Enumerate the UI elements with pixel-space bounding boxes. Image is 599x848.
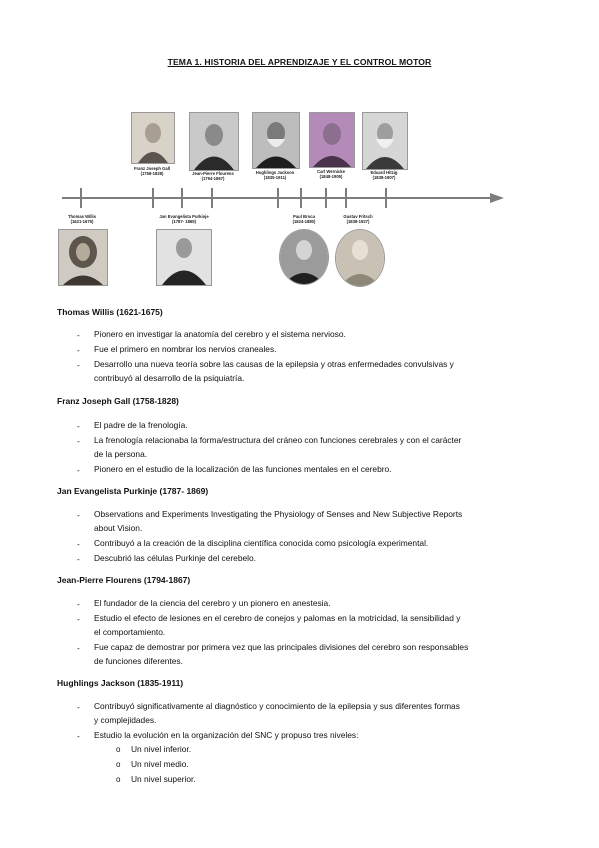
label-broca: Paul Broca (1824-1880) <box>292 214 316 225</box>
portrait-purkinje-image <box>157 230 211 285</box>
portrait-wernicke <box>309 112 355 168</box>
bullet-dash: - <box>77 554 80 564</box>
bullet-text: Pionero en el estudio de la localización de las funciones mentales en el cerebro. <box>94 464 392 474</box>
timeline-tick <box>211 188 213 208</box>
label-flourens: Jean-Pierre Flourens (1794-1867) <box>192 171 234 182</box>
label-wernicke: Carl Wernicke (1848-1905) <box>317 169 345 180</box>
portrait-hitzig <box>362 112 408 170</box>
portrait-wernicke-image <box>310 113 354 167</box>
page-title: TEMA 1. HISTORIA DEL APRENDIZAJE Y EL CONTROL MOTOR <box>167 57 432 67</box>
bullet-text: Descubrió las células Purkinje del cerebelo. <box>94 553 256 563</box>
label-gall: Franz Joseph Gall (1758-1828) <box>133 166 171 177</box>
label-jackson: Hughlings Jackson (1835-1911) <box>255 170 295 181</box>
bullet-text: Contribuyó significativamente al diagnóstico y conocimiento de la epilepsia y sus diferentes formas y complejidades. <box>94 701 460 726</box>
portrait-hitzig-image <box>363 113 407 169</box>
bullet-text: Pionero en investigar la anatomía del cerebro y el sistema nervioso. <box>94 329 346 339</box>
label-purkinje: Jan Evangelista Purkinje (1787- 1869) <box>159 214 209 225</box>
portrait-broca <box>279 229 329 285</box>
bullet-text: Fue el primero en nombrar los nervios craneales. <box>94 344 277 354</box>
label-willis: Thomas Willis (1621-1675) <box>67 214 97 225</box>
sub-bullet-text: Un nivel inferior. <box>131 744 192 754</box>
portrait-gall <box>131 112 175 164</box>
timeline-tick <box>300 188 302 208</box>
timeline-tick <box>345 188 347 208</box>
bullet-text: Observations and Experiments Investigating the Physiology of Senses and New Subjective Reports about Vision. <box>94 509 463 534</box>
timeline-axis <box>62 197 498 199</box>
bullet-text: La frenología relacionaba la forma/estructura del cráneo con funciones cerebrales y con el carácter de la persona. <box>94 435 462 460</box>
portrait-fritsch-image <box>336 230 384 286</box>
portrait-jackson-image <box>253 113 299 168</box>
portrait-flourens <box>189 112 239 171</box>
portrait-purkinje <box>156 229 212 286</box>
section-heading-gall: Franz Joseph Gall (1758-1828) <box>57 396 179 406</box>
bullet-dash: - <box>77 614 80 624</box>
bullet-dash: - <box>77 465 80 475</box>
bullet-text: Contribuyó a la creación de la disciplina científica conocida como psicología experimental. <box>94 538 429 548</box>
bullet-text: Estudio la evolución en la organización del SNC y propuso tres niveles: <box>94 730 359 740</box>
section-heading-purkinje: Jan Evangelista Purkinje (1787- 1869) <box>57 486 209 496</box>
bullet-dash: - <box>77 510 80 520</box>
portrait-gall-image <box>132 113 174 163</box>
bullet-dash: - <box>77 345 80 355</box>
bullet-text: Fue capaz de demostrar por primera vez que las principales divisiones del cerebro son responsables de funciones diferentes. <box>94 642 469 667</box>
section-heading-jackson: Hughlings Jackson (1835-1911) <box>57 678 184 688</box>
bullet-dash: - <box>77 421 80 431</box>
section-heading-willis: Thomas Willis (1621-1675) <box>57 307 163 317</box>
label-hitzig: Eduard Hitzig (1838-1907) <box>370 170 398 181</box>
section-heading-flourens: Jean-Pierre Flourens (1794-1867) <box>57 575 191 585</box>
label-fritsch: Gustav Fritsch (1838-1927) <box>343 214 373 225</box>
sub-bullet-marker: o <box>116 745 121 754</box>
bullet-text: Desarrollo una nueva teoría sobre las causas de la epilepsia y otras enfermedades convulsivas y contribuyó al desarrollo de la psiquiatría. <box>94 359 454 384</box>
bullet-text: Estudio el efecto de lesiones en el cerebro de conejos y palomas en la motricidad, la sensibilidad y el comportamiento. <box>94 613 461 638</box>
bullet-dash: - <box>77 731 80 741</box>
bullet-dash: - <box>77 436 80 446</box>
portrait-willis-image <box>59 230 107 285</box>
sub-bullet-text: Un nivel medio. <box>131 759 189 769</box>
bullet-dash: - <box>77 330 80 340</box>
bullet-dash: - <box>77 643 80 653</box>
timeline-tick <box>325 188 327 208</box>
sub-bullet-text: Un nivel superior. <box>131 774 196 784</box>
portrait-willis <box>58 229 108 286</box>
portrait-flourens-image <box>190 113 238 170</box>
sub-bullet-marker: o <box>116 775 121 784</box>
timeline-tick <box>152 188 154 208</box>
bullet-dash: - <box>77 599 80 609</box>
timeline-tick <box>385 188 387 208</box>
bullet-text: El padre de la frenología. <box>94 420 188 430</box>
bullet-dash: - <box>77 539 80 549</box>
sub-bullet-marker: o <box>116 760 121 769</box>
bullet-dash: - <box>77 702 80 712</box>
portrait-broca-image <box>280 230 328 284</box>
portrait-jackson <box>252 112 300 169</box>
portrait-fritsch <box>335 229 385 287</box>
bullet-text: El fundador de la ciencia del cerebro y un pionero en anestesia. <box>94 598 331 608</box>
timeline-tick <box>181 188 183 208</box>
timeline-tick <box>277 188 279 208</box>
timeline-tick <box>80 188 82 208</box>
bullet-dash: - <box>77 360 80 370</box>
timeline-arrowhead <box>490 193 504 203</box>
